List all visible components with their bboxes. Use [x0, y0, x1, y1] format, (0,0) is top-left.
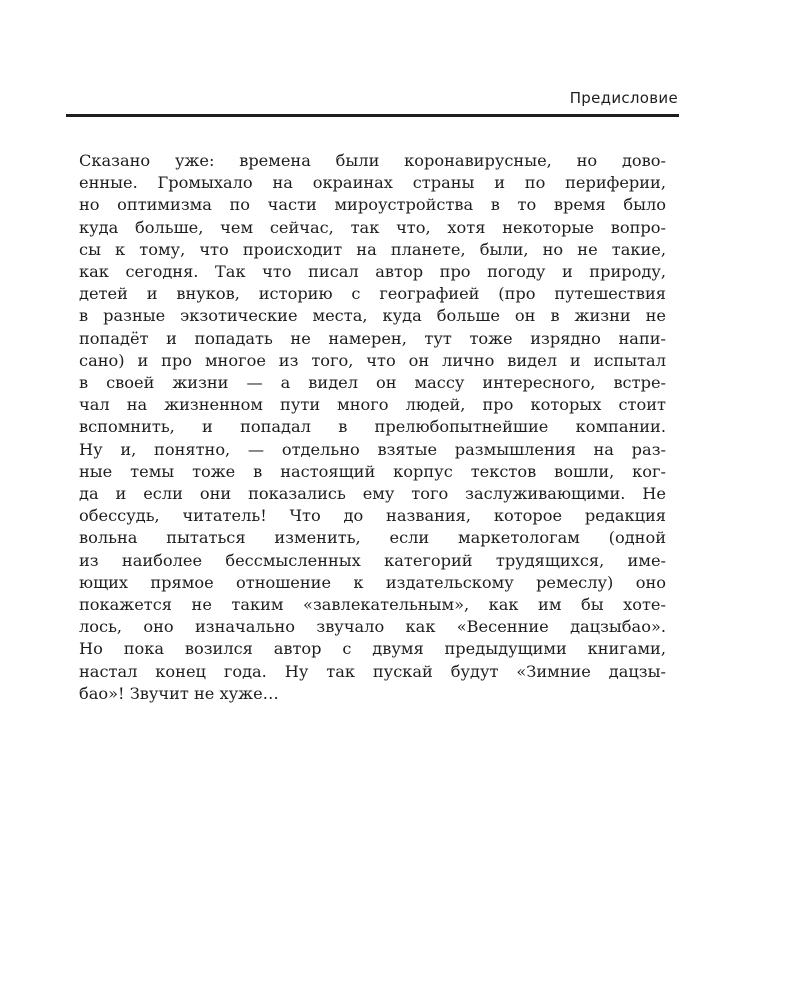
- text-line: да и если они показались ему того заслуживающими. Не: [79, 484, 666, 504]
- text-line: ющих прямое отношение к издательскому ремеслу) оно: [79, 572, 666, 592]
- text-line: в своей жизни — а видел он массу интересного, встре-: [79, 373, 666, 393]
- text-line: Ну и, понятно, — отдельно взятые размышления на раз-: [79, 439, 666, 459]
- text-line: бао»! Звучит не хуже…: [79, 683, 279, 703]
- text-line: как сегодня. Так что писал автор про погоду и природу,: [79, 262, 666, 282]
- text-line: вспомнить, и попадал в прелюбопытнейшие компании.: [79, 417, 666, 437]
- header-rule: [66, 114, 679, 117]
- text-line: Но пока возился автор с двумя предыдущими книгами,: [79, 639, 666, 659]
- text-line: но оптимизма по части мироустройства в то время было: [79, 195, 666, 215]
- text-line: чал на жизненном пути много людей, про которых стоит: [79, 395, 666, 415]
- text-line: енные. Громыхало на окраинах страны и по периферии,: [79, 173, 666, 193]
- text-line: куда больше, чем сейчас, так что, хотя некоторые вопро-: [79, 217, 666, 237]
- text-line: настал конец года. Ну так пускай будут «Зимние дацзы-: [79, 661, 666, 681]
- text-line: сы к тому, что происходит на планете, были, но не такие,: [79, 239, 666, 259]
- text-line: вольна пытаться изменить, если маркетологам (одной: [79, 528, 666, 548]
- running-head: Предисловие: [569, 89, 678, 107]
- text-line: обессудь, читатель! Что до названия, которое редакция: [79, 506, 666, 526]
- text-line: Сказано уже: времена были коронавирусные, но дово-: [79, 151, 666, 170]
- text-line: ные темы тоже в настоящий корпус текстов вошли, ког-: [79, 461, 666, 481]
- text-line: из наиболее бессмысленных категорий трудящихся, име-: [79, 550, 666, 570]
- text-line: покажется не таким «завлекательным», как им бы хоте-: [79, 595, 666, 615]
- text-line: попадёт и попадать не намерен, тут тоже изрядно напи-: [79, 328, 666, 348]
- text-line: лось, оно изначально звучало как «Весенние дацзыбао».: [79, 617, 666, 637]
- text-line: сано) и про многое из того, что он лично видел и испытал: [79, 350, 666, 370]
- text-line: детей и внуков, историю с географией (про путешествия: [79, 284, 666, 304]
- text-line: в разные экзотические места, куда больше он в жизни не: [79, 306, 666, 326]
- body-paragraph: [79, 150, 666, 705]
